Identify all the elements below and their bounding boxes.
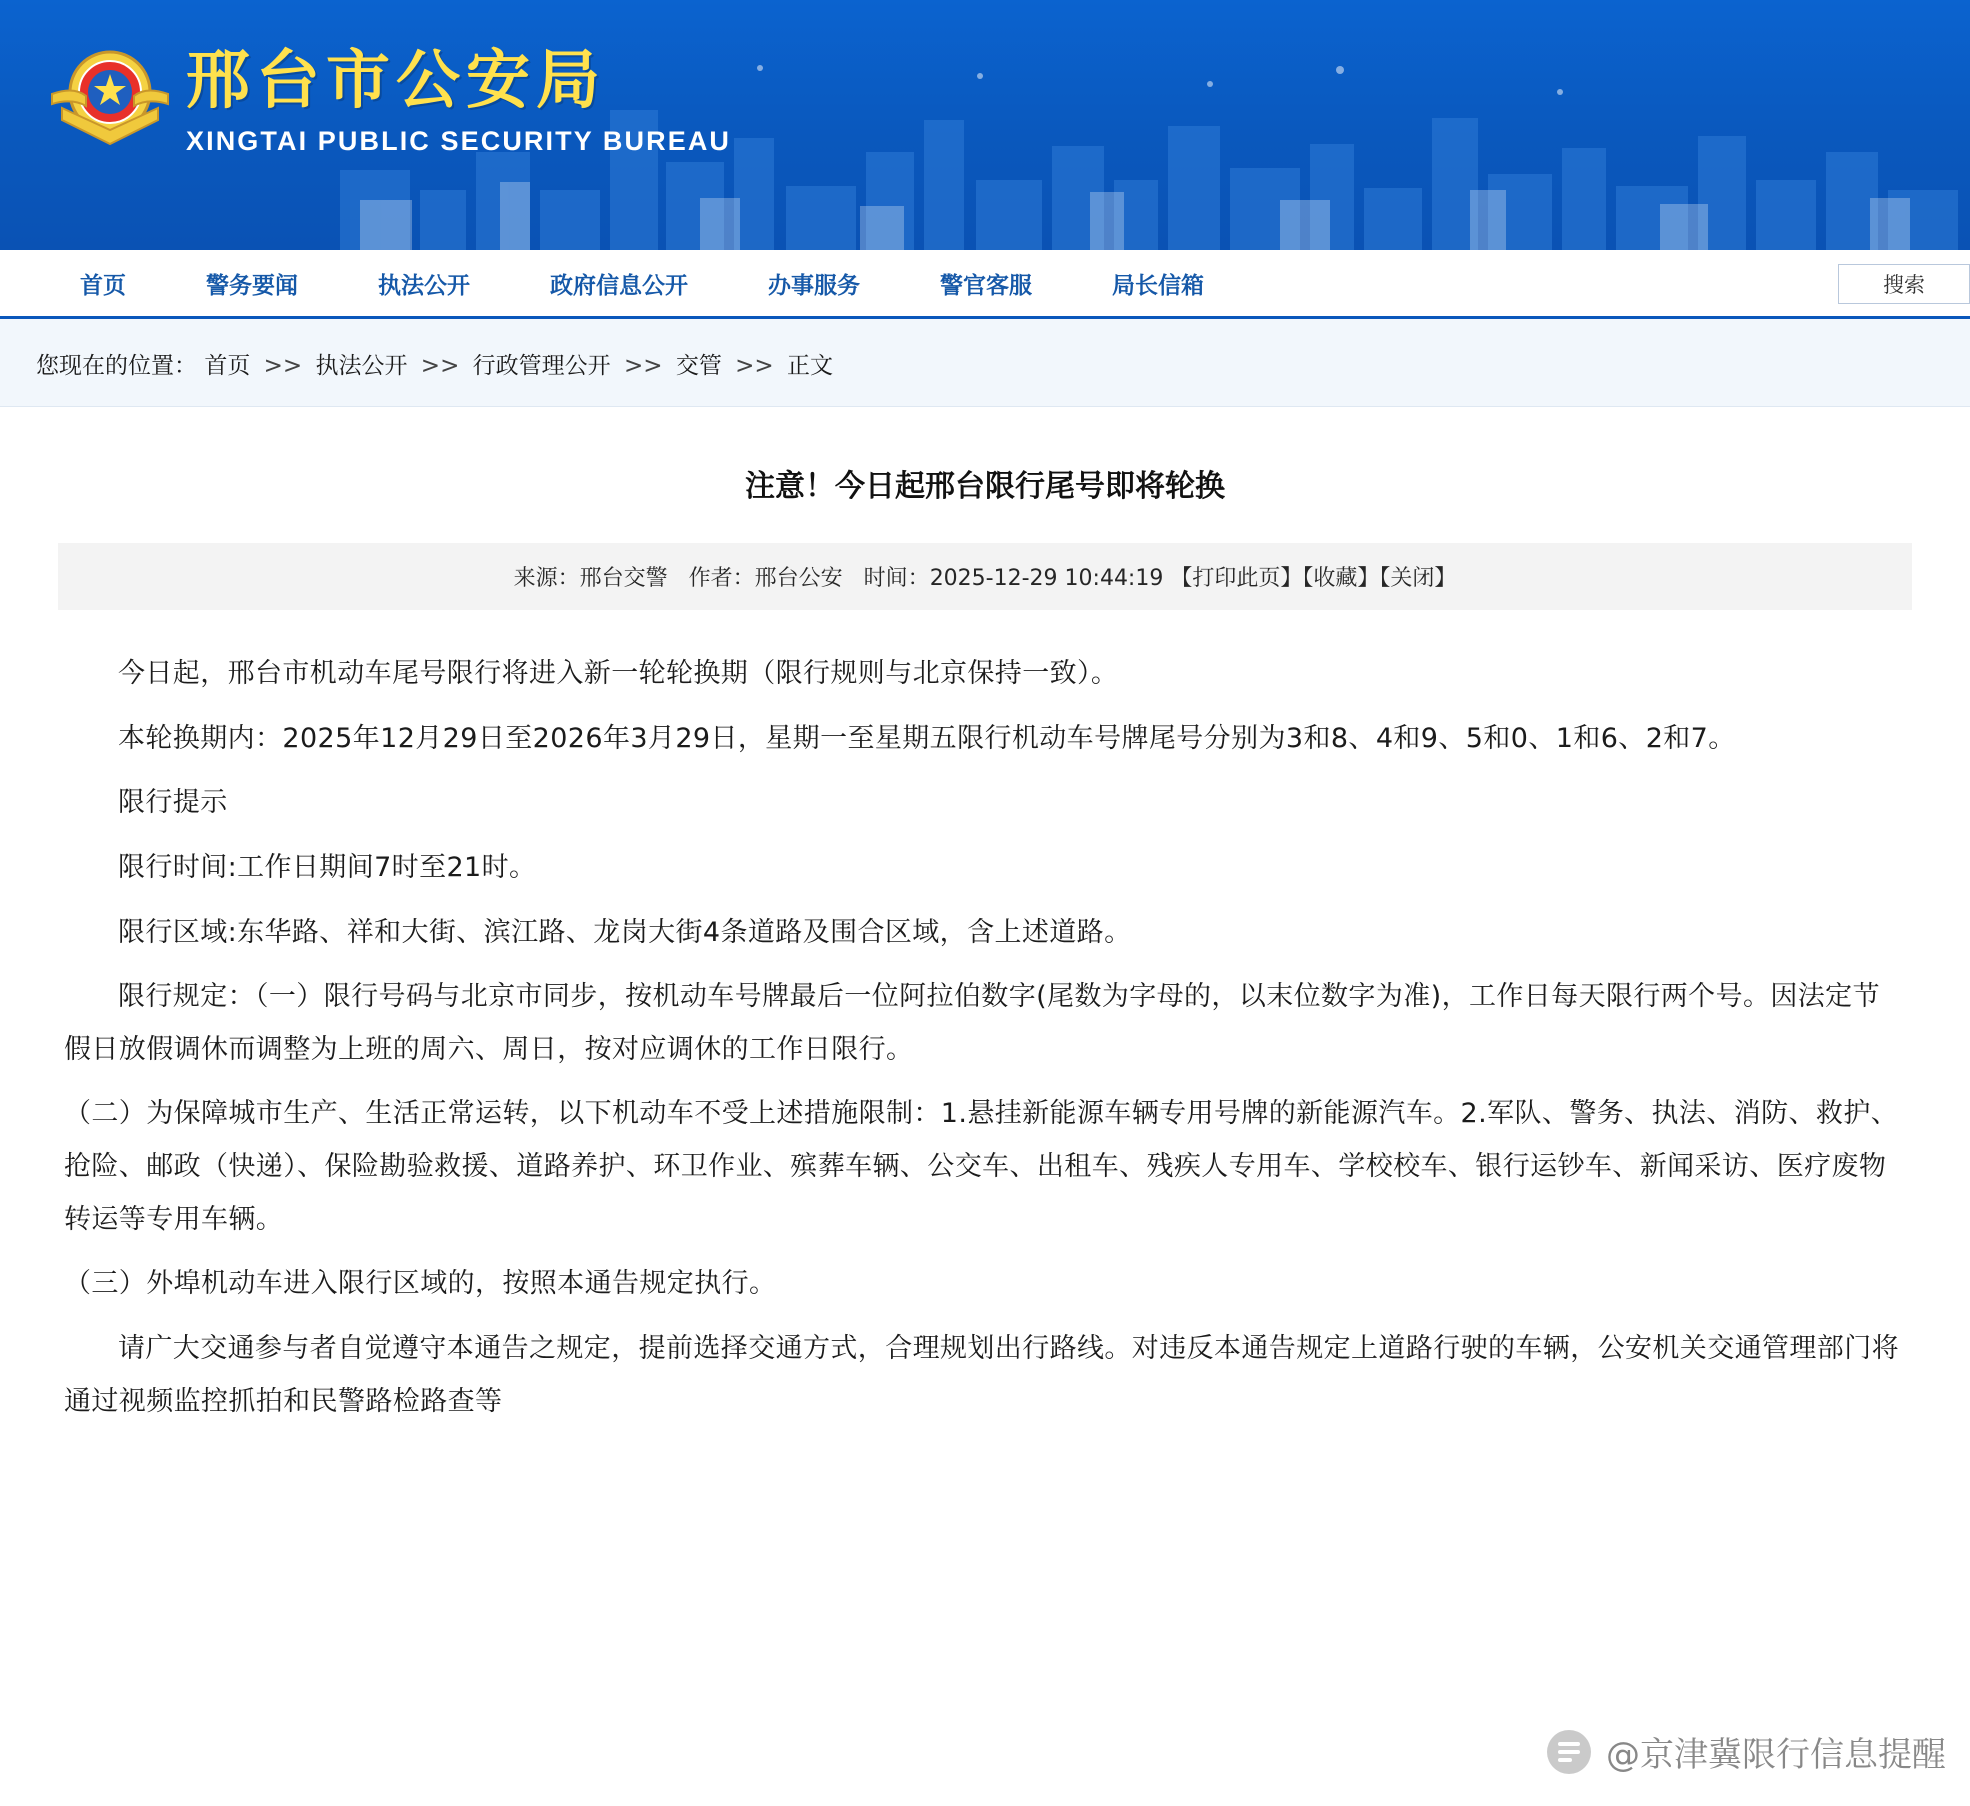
meta-time: 2025-12-29 10:44:19 [929,566,1164,591]
site-banner [0,0,1970,250]
main-navigation [0,250,1970,319]
breadcrumb-item-admin-management[interactable]: 行政管理公开 [472,353,611,379]
breadcrumb-separator: >> [263,353,303,379]
breadcrumb-separator: >> [623,353,663,379]
meta-source-label: 来源： [513,566,580,591]
article-paragraph: 今日起，邢台市机动车尾号限行将进入新一轮轮换期（限行规则与北京保持一致）。 [118,658,1119,689]
nav-item-home[interactable]: 首页 [80,272,126,299]
watermark [1546,1727,1946,1776]
article-body [58,610,1912,1428]
breadcrumb [36,347,1970,380]
meta-author: 邢台公安 [754,566,843,591]
breadcrumb-item-traffic[interactable]: 交管 [675,353,722,379]
article-paragraph: 本轮换期内：2025年12月29日至2026年3月29日，星期一至星期五限行机动车号牌尾号分别为3和8、4和9、5和0、1和6、2和7。 [118,722,1736,754]
breadcrumb-separator: >> [735,353,774,379]
nav-item-director-mailbox[interactable]: 局长信箱 [1112,272,1204,299]
watermark-text: @京津冀限行信息提醒 [1606,1735,1946,1775]
breadcrumb-separator: >> [420,353,460,379]
police-emblem-icon [44,34,176,166]
article-paragraph: （二）为保障城市生产、生活正常运转，以下机动车不受上述措施限制：1.悬挂新能源车辆专用号牌的新能源汽车。2.军队、警务、执法、消防、救护、抢险、邮政（快递）、保险勘验救援、道路养护、环卫作业、殡葬车辆、公交车、出租车、残疾人专用车、学校校车、银行运钞车、新闻采访、医疗废物转运等专用车辆。 [64,1098,1899,1235]
article-paragraph: （三）外埠机动车进入限行区域的，按照本通告规定执行。 [64,1268,777,1300]
meta-source: 邢台交警 [579,566,668,591]
nav-item-services[interactable]: 办事服务 [768,272,860,299]
breadcrumb-item-law-enforcement[interactable]: 执法公开 [315,353,408,379]
article-paragraph: 限行时间:工作日期间7时至21时。 [118,851,537,883]
article-paragraph: 限行区域:东华路、祥和大街、滨江路、龙岗大街4条道路及围合区域，含上述道路。 [118,916,1132,948]
site-title-en: XINGTAI PUBLIC SECURITY BUREAU [186,125,732,156]
meta-author-label: 作者： [688,566,755,591]
nav-item-police-news[interactable]: 警务要闻 [206,272,298,299]
nav-item-government-info-disclosure[interactable]: 政府信息公开 [550,272,688,299]
breadcrumb-prefix: 您现在的位置： [36,353,197,379]
nav-item-officer-service[interactable]: 警官客服 [940,272,1032,299]
nav-item-law-enforcement-disclosure[interactable]: 执法公开 [378,272,470,299]
article-paragraph: 限行提示 [118,787,228,819]
favorite-button[interactable]: 【收藏】 [1302,566,1380,591]
article [0,461,1970,1428]
article-paragraph: 请广大交通参与者自觉遵守本通告之规定，提前选择交通方式，合理规划出行路线。对违反本通告规定上道路行驶的车辆，公安机关交通管理部门将通过视频监控抓拍和民警路检路查等 [64,1333,1899,1417]
toutiao-logo-icon [1546,1729,1592,1775]
close-button[interactable]: 【关闭】 [1379,566,1457,591]
page-title: 注意！今日起邢台限行尾号即将轮换 [745,469,1225,504]
search-button[interactable]: 搜索 [1838,264,1970,304]
breadcrumb-item-home[interactable]: 首页 [204,353,251,379]
print-page-button[interactable]: 【打印此页】 [1170,566,1303,591]
site-title-block [186,44,731,157]
article-meta [58,543,1912,610]
article-paragraph: 限行规定：（一）限行号码与北京市同步，按机动车号牌最后一位阿拉伯数字(尾数为字母的，以末位数字为准)，工作日每天限行两个号。因法定节假日放假调休而调整为上班的周六、周日，按对应调休的工作日限行。 [64,981,1880,1065]
breadcrumb-bar [0,319,1970,407]
breadcrumb-item-current: 正文 [787,353,833,379]
meta-time-label: 时间： [863,566,930,591]
site-title-cn: 邢台市公安局 [186,44,606,118]
